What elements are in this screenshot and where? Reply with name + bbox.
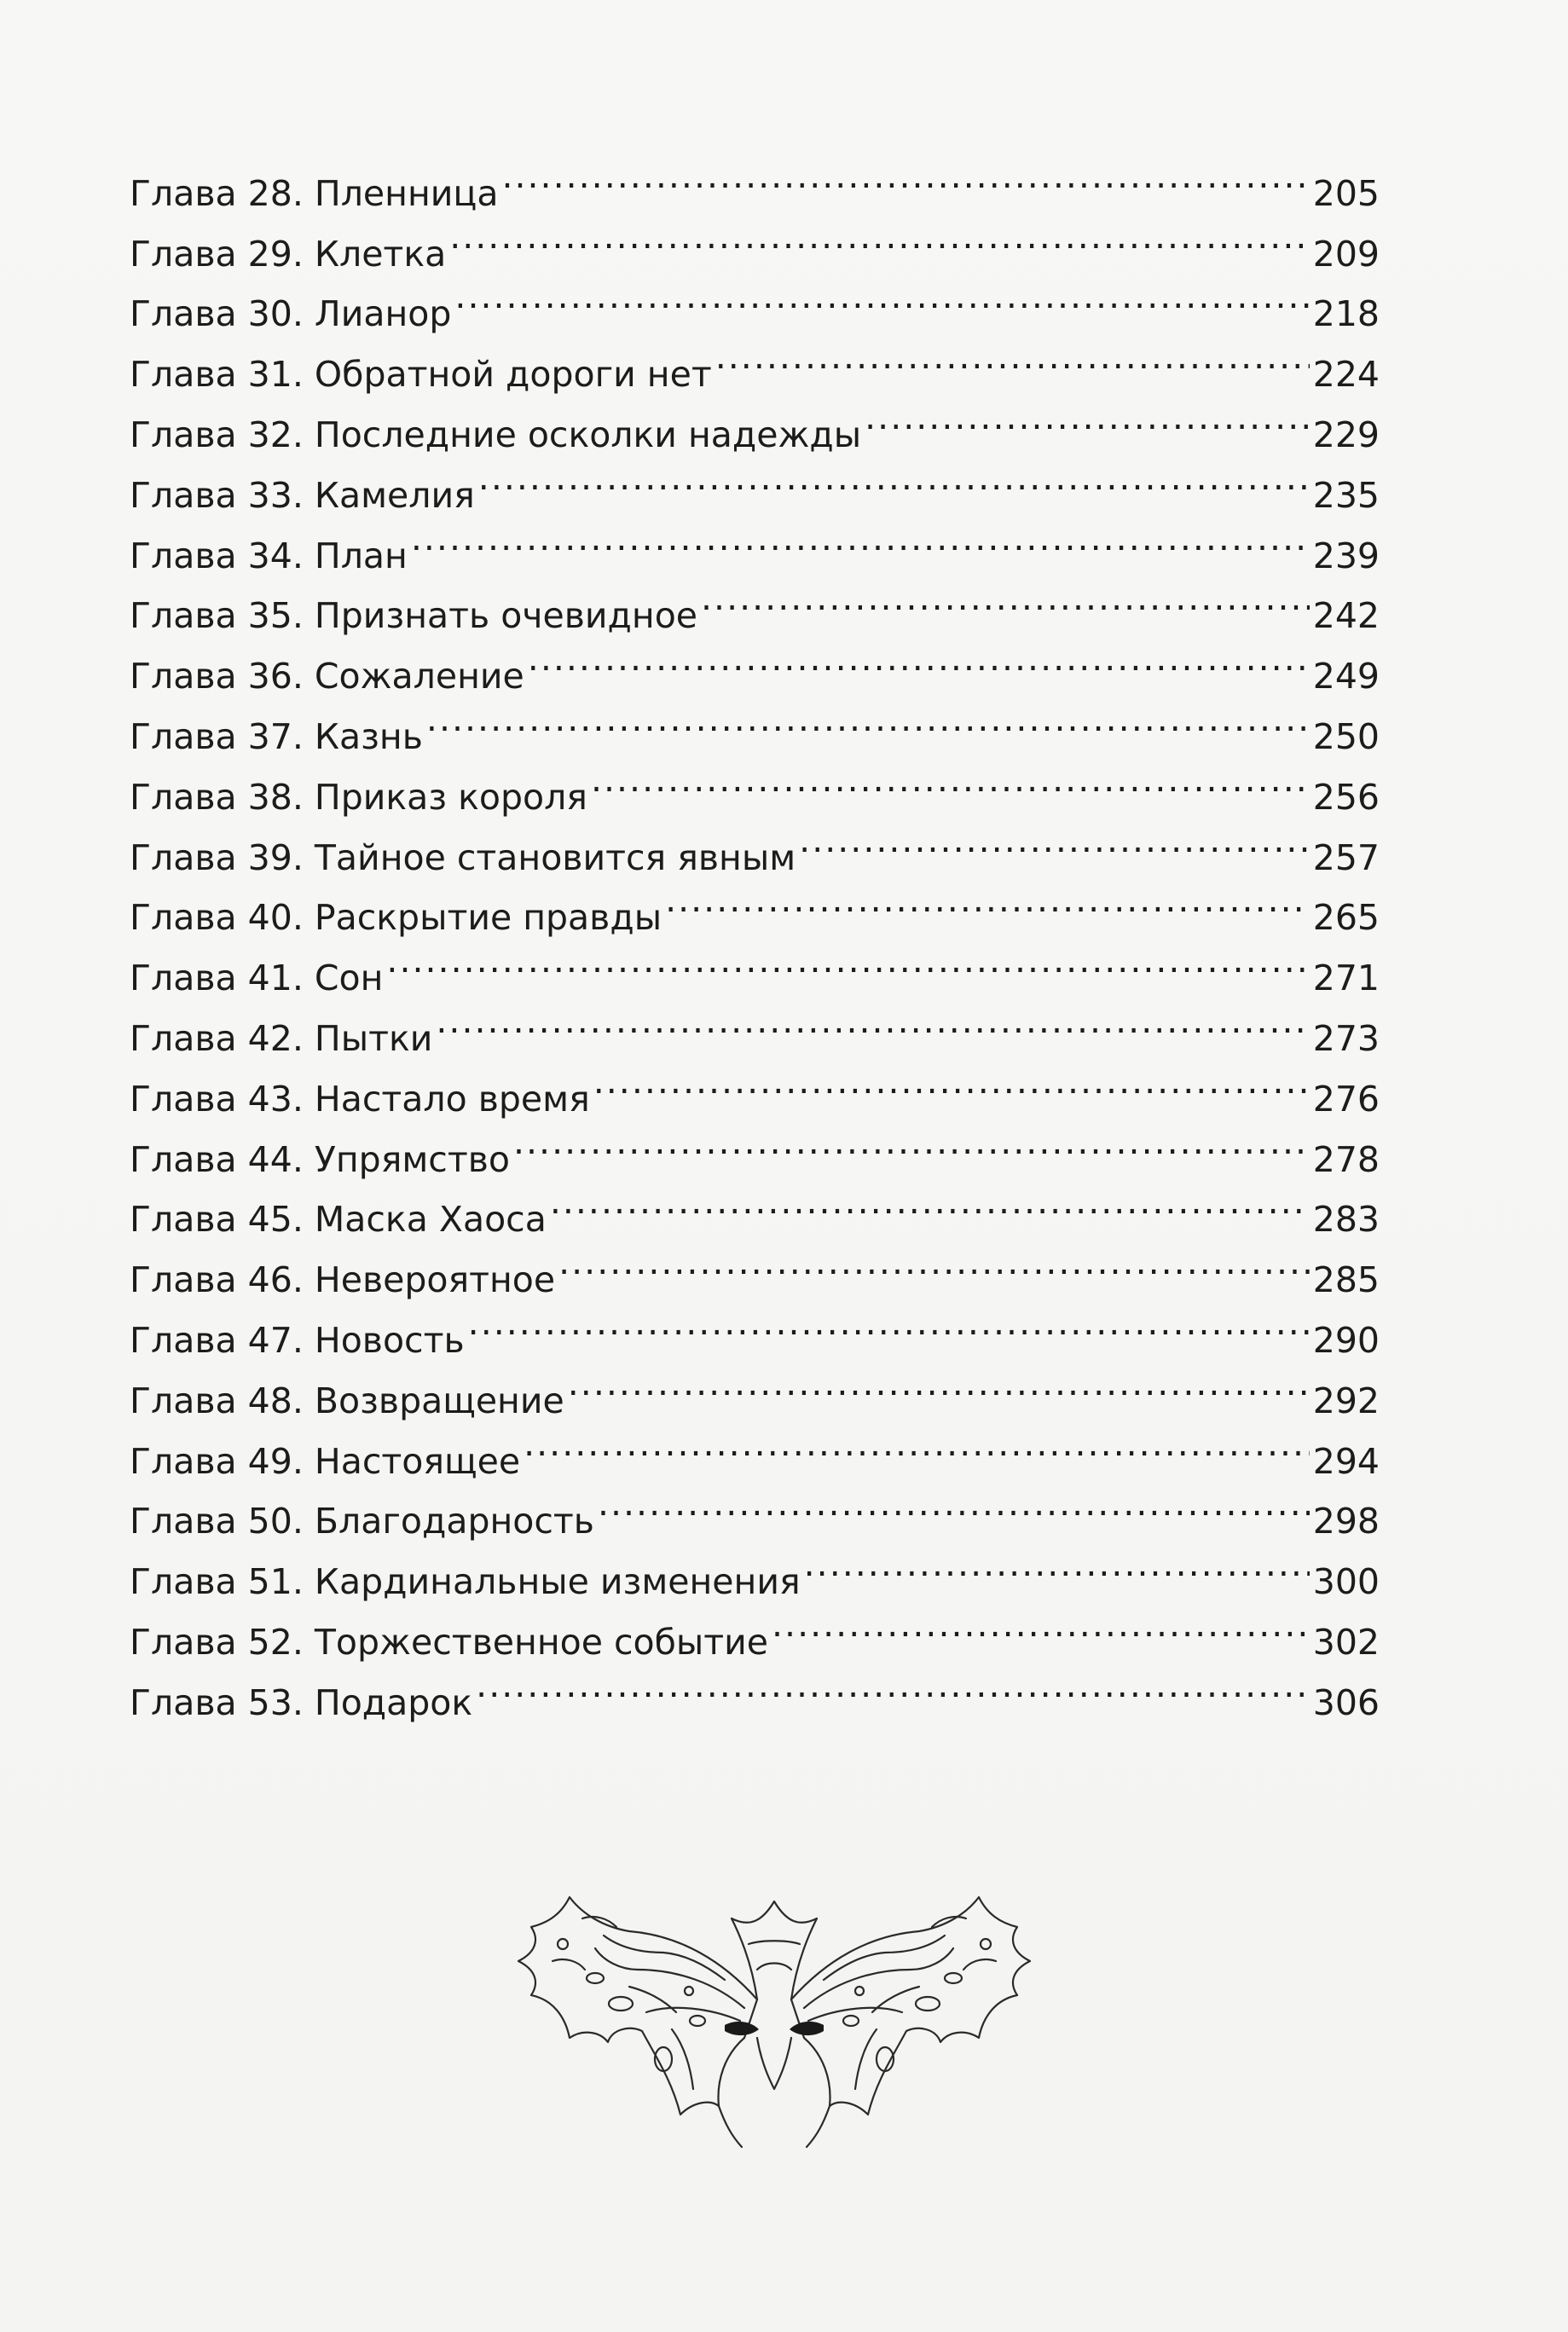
toc-dot-leader [454,266,1309,327]
toc-entry-title: Глава 50. Благодарность [130,1501,594,1542]
toc-entry-title: Глава 53. Подарок [130,1681,473,1723]
toc-dot-leader [550,1172,1310,1232]
toc-entry-page: 205 [1312,172,1380,214]
toc-dot-leader [799,809,1310,870]
toc-entry-title: Глава 44. Упрямство [130,1138,510,1180]
toc-entry-title: Глава 51. Кардинальные изменения [130,1561,801,1603]
mask-right-wing [791,1897,1030,2115]
toc-entry-page: 229 [1312,414,1380,455]
toc-entry-title: Глава 30. Лианор [130,293,452,335]
toc-entry-page: 242 [1312,595,1380,637]
toc-entry-page: 278 [1312,1138,1380,1180]
toc-dot-leader [528,628,1310,688]
toc-dot-leader [593,1050,1310,1111]
toc-dot-leader [558,1231,1310,1292]
toc-entry-page: 302 [1312,1621,1380,1663]
toc-entry-title: Глава 47. Новость [130,1319,465,1361]
toc-entry [130,145,1380,214]
toc-dot-leader [468,1292,1310,1352]
toc-dot-leader [598,1473,1310,1534]
toc-entry-title: Глава 35. Признать очевидное [130,595,698,637]
toc-entry-title: Глава 49. Настоящее [130,1440,521,1482]
toc-dot-leader [513,1111,1310,1172]
mask-left-wing [518,1897,757,2115]
toc-dot-leader [591,749,1310,809]
toc-dot-leader [804,1533,1310,1594]
toc-entry-page: 300 [1312,1561,1380,1603]
toc-entry-page: 218 [1312,293,1380,335]
toc-entry-page: 298 [1312,1501,1380,1542]
toc-dot-leader [476,1654,1310,1715]
toc-dot-leader [701,568,1310,628]
toc-entry-title: Глава 34. План [130,535,408,576]
toc-entry-page: 209 [1312,233,1380,275]
toc-entry-title: Глава 32. Последние осколки надежды [130,414,862,455]
toc-entry-title: Глава 42. Пытки [130,1017,433,1059]
toc-entry-title: Глава 31. Обратной дороги нет [130,354,712,396]
mask-right-eye [790,2022,824,2035]
toc-entry-title: Глава 28. Пленница [130,172,499,214]
toc-entry-page: 257 [1312,836,1380,878]
toc-dot-leader [436,990,1309,1050]
toc-dot-leader [715,326,1310,386]
toc-dot-leader [501,145,1309,205]
toc-entry-page: 276 [1312,1078,1380,1120]
toc-entry-title: Глава 46. Невероятное [130,1259,556,1301]
toc-dot-leader [665,870,1310,930]
toc-dot-leader [478,447,1310,507]
toc-dot-leader [772,1594,1310,1654]
toc-dot-leader [524,1413,1310,1473]
toc-entry-page: 271 [1312,958,1380,999]
toc-entry-title: Глава 37. Казнь [130,715,423,757]
toc-entry-page: 239 [1312,535,1380,576]
toc-entry-title: Глава 40. Раскрытие правды [130,897,662,939]
toc-entry-page: 249 [1312,656,1380,697]
toc-entry-page: 250 [1312,715,1380,757]
toc-entry-title: Глава 41. Сон [130,958,384,999]
toc-entry-page: 294 [1312,1440,1380,1482]
toc-entry-page: 283 [1312,1199,1380,1241]
toc-entry-page: 306 [1312,1681,1380,1723]
toc-entry-title: Глава 48. Возвращение [130,1380,564,1421]
toc-dot-leader [426,688,1310,749]
toc-entry-page: 265 [1312,897,1380,939]
toc-dot-leader [411,507,1310,568]
table-of-contents [130,145,1380,1723]
toc-entry-title: Глава 29. Клетка [130,233,447,275]
toc-entry-title: Глава 38. Приказ короля [130,776,587,818]
mask-ornament-icon [501,1833,1047,2157]
toc-entry-page: 290 [1312,1319,1380,1361]
toc-entry-page: 292 [1312,1380,1380,1421]
toc-entry-page: 224 [1312,354,1380,396]
mask-left-eye [725,2022,759,2035]
toc-entry-title: Глава 33. Камелия [130,474,475,516]
toc-entry-title: Глава 43. Настало время [130,1078,590,1120]
toc-entry-page: 235 [1312,474,1380,516]
toc-dot-leader [568,1352,1310,1413]
toc-entry-title: Глава 36. Сожаление [130,656,524,697]
toc-entry-title: Глава 39. Тайное становится явным [130,836,796,878]
toc-dot-leader [449,205,1310,266]
toc-entry-title: Глава 45. Маска Хаоса [130,1199,547,1241]
toc-entry-page: 256 [1312,776,1380,818]
toc-entry-page: 285 [1312,1259,1380,1301]
toc-entry-page: 273 [1312,1017,1380,1059]
toc-entry-title: Глава 52. Торжественное событие [130,1621,769,1663]
toc-dot-leader [865,386,1310,447]
toc-dot-leader [386,929,1309,990]
